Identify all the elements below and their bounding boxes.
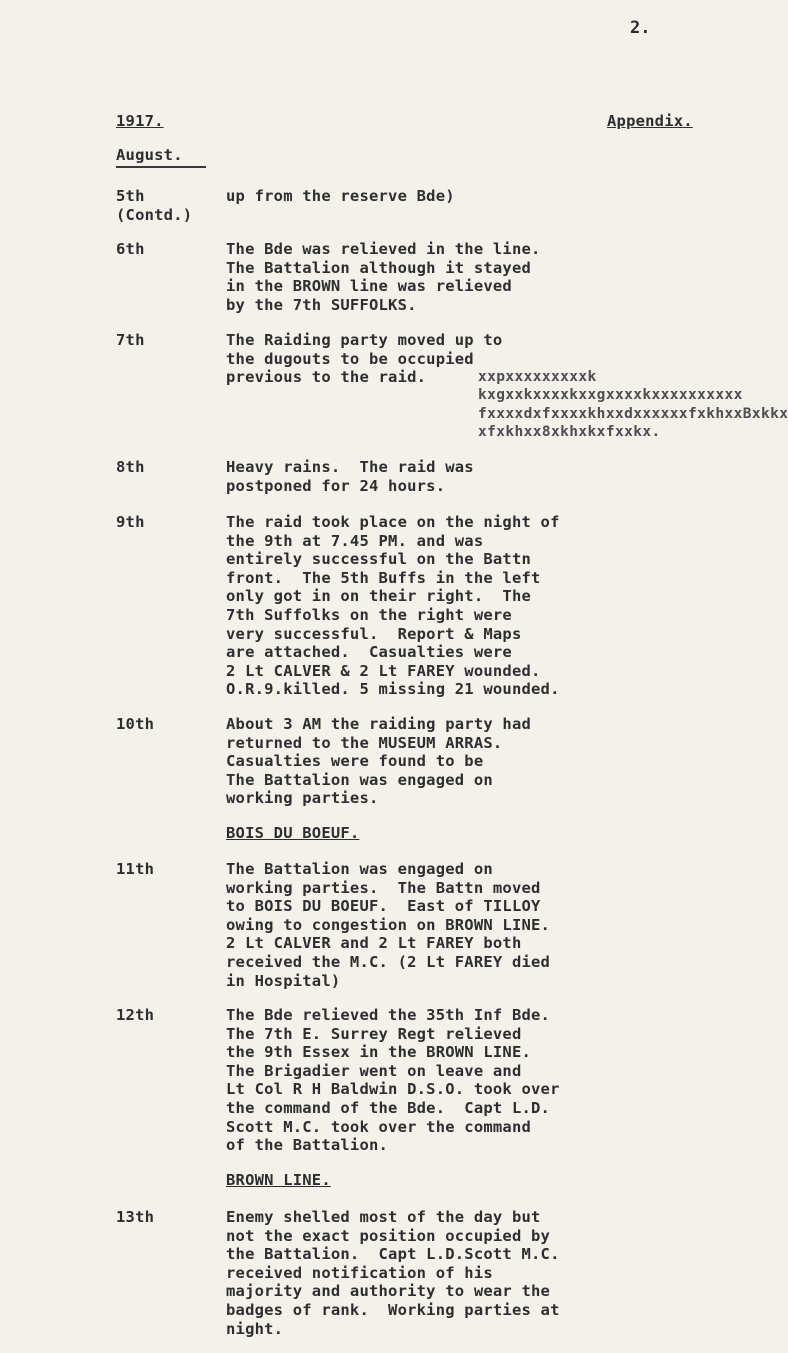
entry-text: Heavy rains. The raid was postponed for 24 hours. (226, 458, 474, 495)
entry-date: 7th (116, 331, 145, 349)
entry-text: The Bde relieved the 35th Inf Bde. The 7th E. Surrey Regt relieved the 9th Essex in the BROWN LINE. The Brigadier went on leave and Lt Col R H Baldwin D.S.O. took over the command of the Bde. Capt L.D. Scott M.C. took over the command of the Battalion. (226, 1006, 560, 1155)
entry-text: The Bde was relieved in the line. The Battalion although it stayed in the BROWN line was relieved by the 7th SUFFOLKS. (226, 240, 541, 314)
year-heading: 1917. (116, 112, 164, 130)
entry-text: Enemy shelled most of the day but not the exact position occupied by the Battalion. Capt L.D.Scott M.C. received notification of his majority and authority to wear the badges of rank. Working parties at night. (226, 1208, 560, 1338)
location-heading: BOIS DU BOEUF. (226, 824, 360, 842)
entry-date: 13th (116, 1208, 155, 1226)
entry-text: About 3 AM the raiding party had returned to the MUSEUM ARRAS. Casualties were found to be The Battalion was engaged on working parties. (226, 715, 532, 808)
entry-text: The Raiding party moved up to the dugouts to be occupied previous to the raid. (226, 331, 503, 387)
entry-date: 6th (116, 240, 145, 258)
entry-date: 9th (116, 513, 145, 531)
entry-text: The Battalion was engaged on working parties. The Battn moved to BOIS DU BOEUF. East of TILLOY owing to congestion on BROWN LINE. 2 Lt CALVER and 2 Lt FAREY both received the M.C. (2 Lt FAREY died in Hospital) (226, 860, 551, 990)
month-heading: August. (116, 146, 183, 164)
entry-date: 12th (116, 1006, 155, 1024)
page-number: 2. (630, 18, 651, 38)
entry-text: The raid took place on the night of the 9th at 7.45 PM. and was entirely successful on the Battn front. The 5th Buffs in the left only got in on their right. The 7th Suffolks on the right were very successful. Report & Maps are attached. Casualties were 2 Lt CALVER & 2 Lt FAREY wounded. O.R.9.killed. 5 missing 21 wounded. (226, 513, 560, 699)
entry-text: up from the reserve Bde) (226, 187, 455, 205)
entry-date: 11th (116, 860, 155, 878)
appendix-heading: Appendix. (607, 112, 693, 130)
location-heading: BROWN LINE. (226, 1171, 331, 1189)
entry-date: 10th (116, 715, 155, 733)
entry-date: 8th (116, 458, 145, 476)
month-underline (116, 166, 206, 168)
struck-through-text: xxpxxxxxxxxxk kxgxxkxxxxkxxgxxxxkxxxxxxxxxx fxxxxdxfxxxxkhxxdxxxxxxfxkhxxBxkkx xfxkhxx8xkhxkxfxxkx. (478, 369, 788, 441)
entry-date: 5th (Contd.) (116, 187, 193, 224)
